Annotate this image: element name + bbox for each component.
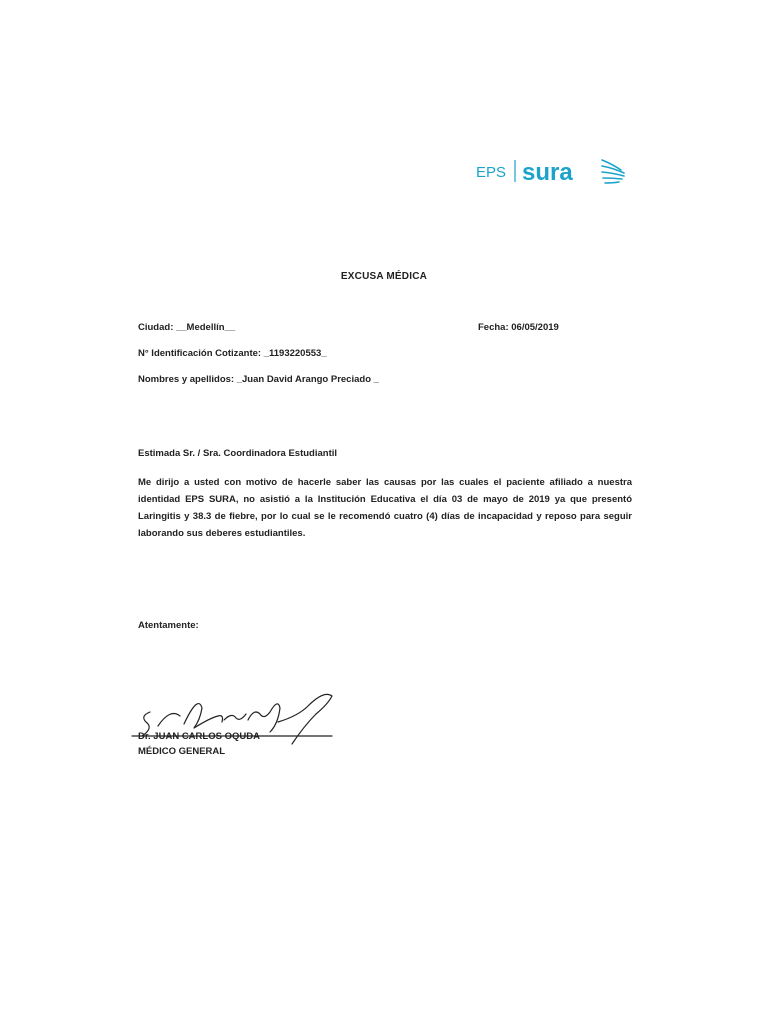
city-line: Ciudad: __Medellín__ bbox=[138, 322, 236, 333]
signer-role: MÉDICO GENERAL bbox=[138, 746, 226, 757]
logo-prefix: EPS bbox=[476, 164, 507, 181]
closing: Atentamente: bbox=[138, 620, 199, 631]
date-line: Fecha: 06/05/2019 bbox=[478, 322, 559, 333]
signer-name: Dr. JUAN CARLOS OQUDA bbox=[138, 731, 260, 742]
document-title: EXCUSA MÉDICA bbox=[340, 271, 428, 282]
sura-wing-logo-icon bbox=[602, 160, 624, 183]
greeting: Estimada Sr. / Sra. Coordinadora Estudiantil bbox=[138, 448, 338, 459]
id-line: N° Identificación Cotizante: _1193220553_ bbox=[138, 348, 327, 359]
body-paragraph: Me dirijo a usted con motivo de hacerle saber las causas por las cuales el paciente afiliado a nuestra identidad EPS SURA, no asistió a la Institución Educativa el día 03 de mayo de 2019 ya que presentó Laringitis y 38.3 de fiebre, por lo cual se le recomendó cuatro (4) días de incapacidad y reposo para seguir laborando sus deberes estudiantiles. bbox=[138, 477, 632, 539]
eps-sura-logo bbox=[476, 150, 636, 192]
logo-brand: sura bbox=[522, 159, 573, 186]
patient-name-line: Nombres y apellidos: _Juan David Arango Preciado _ bbox=[138, 374, 379, 385]
